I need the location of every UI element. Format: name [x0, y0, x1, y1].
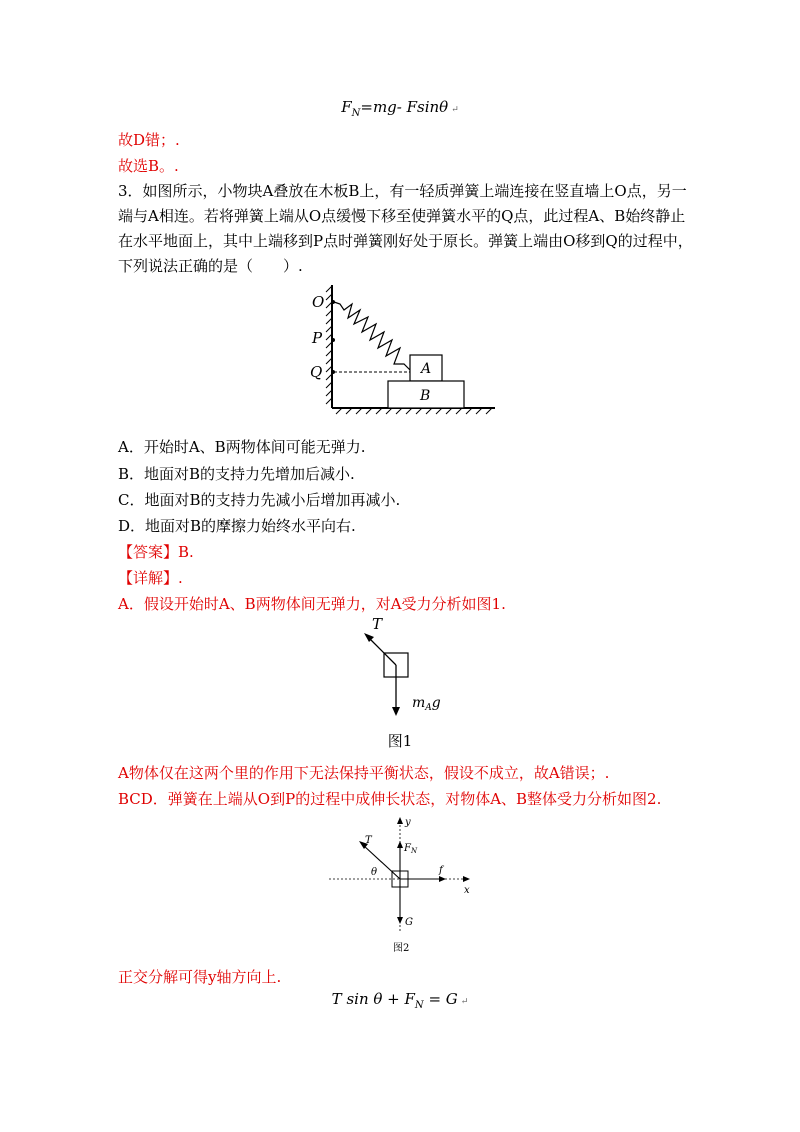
wall-hatching: [326, 285, 332, 408]
option-c: C．地面对B的支持力先减小后增加再减小.: [118, 491, 401, 509]
analysis-a-conclusion: A物体仅在这两个里的作用下无法保持平衡状态，假设不成立，故A错误；.: [118, 764, 610, 782]
fig2-normal-arrowhead: [397, 841, 403, 848]
fig2-gravity-arrowhead: [397, 917, 403, 924]
option-d: D．地面对B的摩擦力始终水平向右.: [118, 517, 356, 535]
formula-fn: $F_N=mg-$ Fsinθ ↵: [341, 98, 459, 119]
fig2-label-f: f: [439, 865, 443, 876]
spring: [334, 302, 410, 370]
orthogonal-line: 正交分解可得y轴方向上.: [118, 968, 282, 986]
question3-line3: 在水平地面上，其中上端移到P点时弹簧刚好处于原长。弹簧上端由O移到Q的过程中，: [118, 232, 693, 250]
label-b: B: [420, 388, 431, 404]
point-p: [331, 338, 335, 342]
line-choose-b: 故选B。.: [118, 157, 179, 175]
fig1-tension-arrow: [368, 637, 396, 665]
fig2-caption: 图2: [393, 943, 410, 954]
fig2-label-fn: $F_N$: [404, 843, 418, 855]
force-diagram-1: [350, 615, 460, 720]
label-a: A: [421, 361, 432, 377]
label-q: Q: [310, 363, 323, 381]
detail-heading: 【详解】.: [118, 569, 183, 587]
figure1-caption: 图1: [387, 732, 413, 750]
fig2-label-g: G: [405, 917, 413, 928]
analysis-bcd-line: BCD．弹簧在上端从O到P的过程中成伸长状态，对物体A、B整体受力分析如图2.: [118, 790, 662, 808]
fig2-y-arrowhead: [397, 817, 403, 824]
answer-line: 【答案】B.: [118, 543, 194, 561]
line-d-wrong: 故D错；.: [118, 131, 180, 149]
option-b: B．地面对B的支持力先增加后减小.: [118, 465, 355, 483]
fig2-tension-arrow: [363, 845, 400, 879]
formula-balance: T $\sin \theta + F_N = G$ ↵: [331, 990, 469, 1011]
fig2-label-y: y: [405, 817, 411, 828]
fig2-x-arrowhead: [463, 876, 470, 882]
point-o: [331, 300, 335, 304]
fig1-label-mg: $m_Ag$: [412, 695, 441, 713]
question3-line1: 3．如图所示，小物块A叠放在木板B上，有一轻质弹簧上端连接在竖直墙上O点，另一: [118, 182, 687, 200]
label-p: P: [312, 329, 323, 347]
force-diagram-2: [325, 815, 485, 955]
analysis-a-line: A．假设开始时A、B两物体间无弹力，对A受力分析如图1.: [118, 595, 506, 613]
fig2-friction-arrowhead: [439, 876, 446, 882]
fig1-gravity-arrowhead: [392, 707, 400, 716]
fig2-label-t: T: [365, 835, 372, 846]
fig2-label-theta: θ: [371, 867, 378, 878]
question3-line2: 端与A相连。若将弹簧上端从O点缓慢下移至使弹簧水平的Q点，此过程A、B始终静止: [118, 207, 686, 225]
option-a: A．开始时A、B两物体间可能无弹力.: [118, 438, 366, 456]
fig2-label-x: x: [464, 885, 470, 896]
fig1-label-t: T: [372, 615, 383, 633]
ground-hatching: [332, 408, 495, 414]
question3-line4: 下列说法正确的是（ ）.: [118, 257, 303, 275]
label-o: O: [312, 293, 325, 311]
spring-block-figure: [300, 280, 510, 430]
